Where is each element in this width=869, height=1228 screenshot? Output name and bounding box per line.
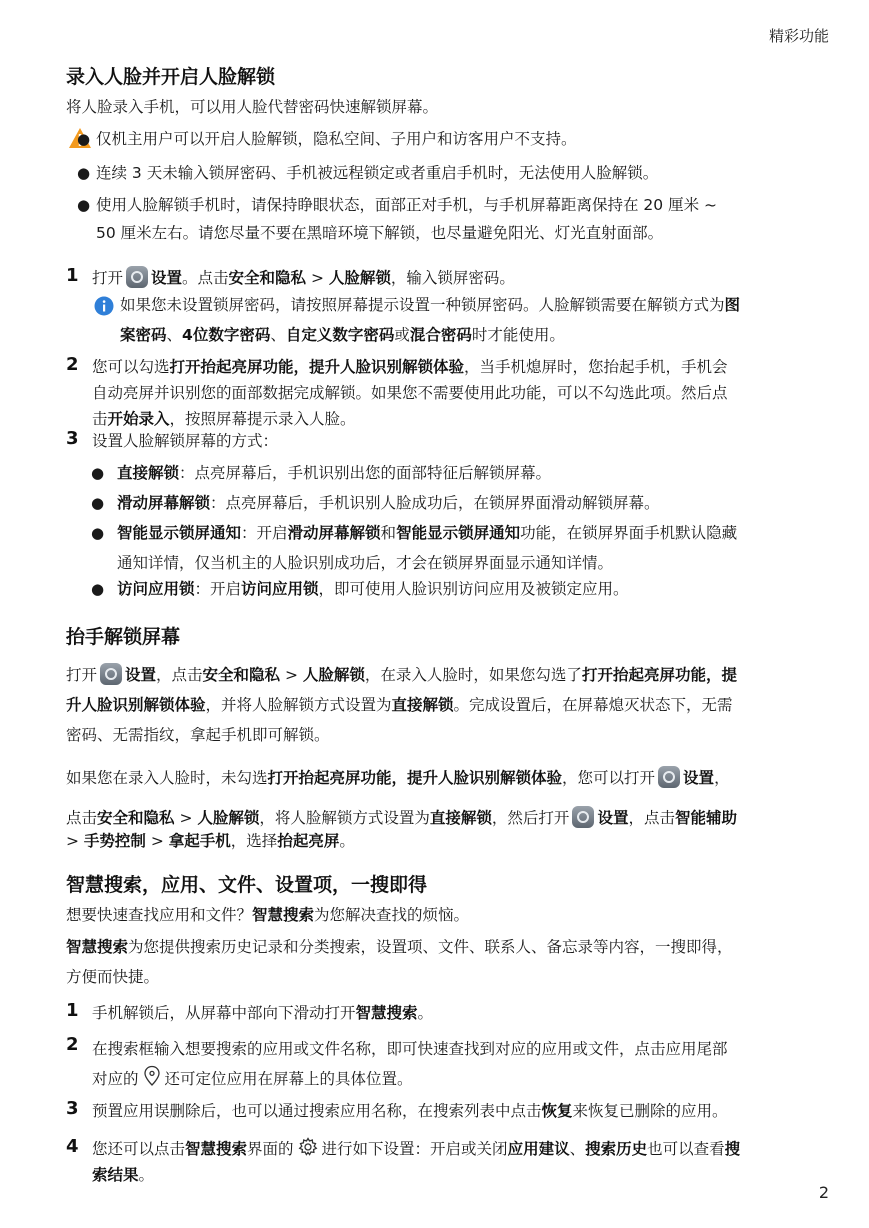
info-icon <box>94 296 114 316</box>
step-number: 2 <box>66 354 79 375</box>
paragraph: 想要快速查找应用和文件？智慧搜索为您解决查找的烦恼。 <box>66 906 470 924</box>
paragraph-continued: > 手势控制 > 拿起手机，选择抬起亮屏。 <box>66 832 355 850</box>
step-text: 设置人脸解锁屏幕的方式： <box>92 432 279 450</box>
unlock-mode-item: ● 访问应用锁：开启访问应用锁，即可使用人脸识别访问应用及被锁定应用。 <box>91 580 629 598</box>
location-pin-icon <box>143 1065 161 1087</box>
settings-icon <box>572 806 594 828</box>
step-number: 1 <box>66 265 79 286</box>
page-number: 2 <box>818 1183 829 1202</box>
step-text: 打开 设置。点击安全和隐私 > 人脸解锁，输入锁屏密码。 <box>92 265 818 291</box>
warning-item: ● 仅机主用户可以开启人脸解锁，隐私空间、子用户和访客用户不支持。 <box>77 130 577 148</box>
step-text: 您还可以点击智慧搜索界面的 进行如下设置：开启或关闭应用建议、搜索历史也可以查看搜 索结果。 <box>92 1136 818 1188</box>
step-number: 1 <box>66 1000 79 1021</box>
settings-icon <box>658 766 680 788</box>
warning-item: ● 使用人脸解锁手机时，请保持睁眼状态，面部正对手机，与手机屏幕距离保持在 20 厘米 ~ <box>77 196 717 214</box>
section-intro: 将人脸录入手机，可以用人脸代替密码快速解锁屏幕。 <box>66 98 439 116</box>
section-title-face-unlock: 录入人脸并开启人脸解锁 <box>66 66 276 88</box>
section-title-smart-search: 智慧搜索，应用、文件、设置项，一搜即得 <box>66 874 428 896</box>
unlock-mode-item: ● 直接解锁：点亮屏幕后，手机识别出您的面部特征后解锁屏幕。 <box>91 464 552 482</box>
warning-item: ● 连续 3 天未输入锁屏密码、手机被远程锁定或者重启手机时，无法使用人脸解锁。 <box>77 164 659 182</box>
step-text: 手机解锁后，从屏幕中部向下滑动打开智慧搜索。 <box>92 1004 434 1022</box>
warning-item-continued: 50 厘米左右。请您尽量不要在黑暗环境下解锁，也尽量避免阳光、灯光直射面部。 <box>96 224 664 242</box>
step-text: 您可以勾选打开抬起亮屏功能，提升人脸识别解锁体验，当手机熄屏时，您抬起手机，手机会 自动亮屏并识别您的面部数据完成解锁。如果您不需要使用此功能，可以不勾选此项。然后点 击开始录入，按照屏幕提示录入人脸。 <box>92 358 728 428</box>
settings-icon <box>100 663 122 685</box>
step-number: 3 <box>66 428 79 449</box>
paragraph: 如果您在录入人脸时，未勾选打开抬起亮屏功能，提升人脸识别解锁体验，您可以打开 设置， 点击安全和隐私 > 人脸解锁，将人脸解锁方式设置为直接解锁，然后打开 设置，点击智能辅助 <box>66 758 818 838</box>
step-text: 预置应用误删除后，也可以通过搜索应用名称，在搜索列表中点击恢复来恢复已删除的应用。 <box>92 1102 728 1120</box>
step-text: 在搜索框输入想要搜索的应用或文件名称，即可快速查找到对应的应用或文件，点击应用尾部 对应的 还可定位应用在屏幕上的具体位置。 <box>92 1040 728 1088</box>
settings-icon <box>126 266 148 288</box>
info-note: 如果您未设置锁屏密码，请按照屏幕提示设置一种锁屏密码。人脸解锁需要在解锁方式为图 案密码、4位数字密码、自定义数字密码或混合密码时才能使用。 <box>120 296 741 344</box>
unlock-mode-item: ● 滑动屏幕解锁：点亮屏幕后，手机识别人脸成功后，在锁屏界面滑动解锁屏幕。 <box>91 494 660 512</box>
section-title-raise-unlock: 抬手解锁屏幕 <box>66 626 181 648</box>
unlock-mode-item: ● 智能显示锁屏通知：开启滑动屏幕解锁和智能显示锁屏通知功能，在锁屏界面手机默认隐藏 通知详情，仅当机主的人脸识别成功后，才会在锁屏界面显示通知详情。 <box>91 524 738 572</box>
step-number: 4 <box>66 1136 79 1157</box>
step-number: 2 <box>66 1034 79 1055</box>
paragraph: 打开 设置，点击安全和隐私 > 人脸解锁，在录入人脸时，如果您勾选了打开抬起亮屏功能，提 升人脸识别解锁体验，并将人脸解锁方式设置为直接解锁。完成设置后，在屏幕熄灭状态下，无需 密码、无需指纹，拿起手机即可解锁。 <box>66 660 818 750</box>
step-number: 3 <box>66 1098 79 1119</box>
running-header: 精彩功能 <box>768 27 829 45</box>
paragraph: 智慧搜索为您提供搜索历史记录和分类搜索，设置项、文件、联系人、备忘录等内容，一搜即得， 方便而快捷。 <box>66 938 733 986</box>
gear-icon <box>298 1137 318 1157</box>
